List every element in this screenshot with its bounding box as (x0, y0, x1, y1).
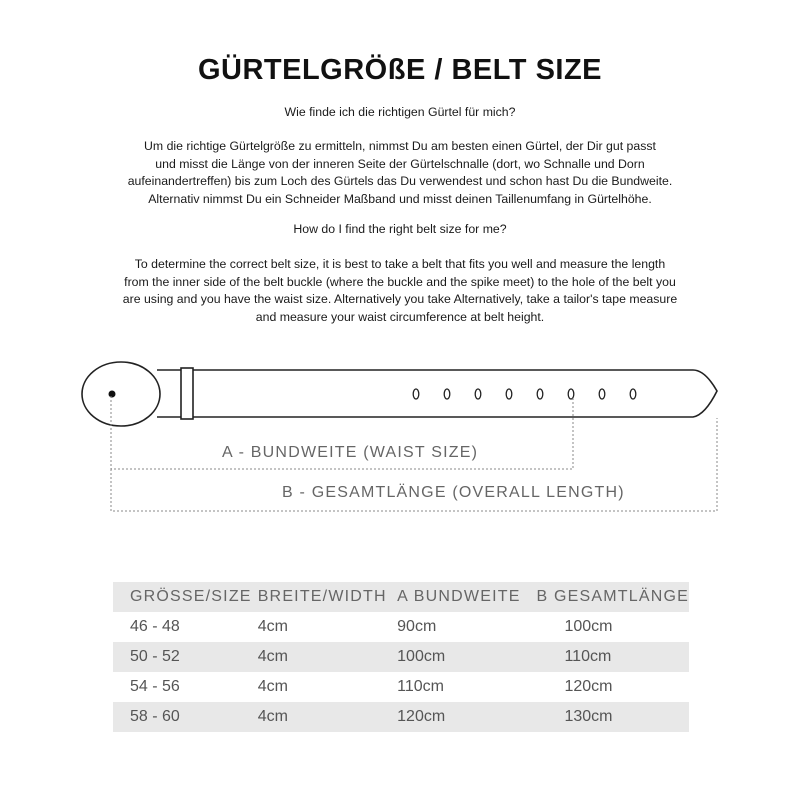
cell-width: 4cm (257, 678, 288, 695)
cell-size: 54 - 56 (130, 678, 180, 695)
cell-size: 50 - 52 (113, 642, 258, 672)
belt-hole (413, 389, 419, 399)
table-row (113, 672, 689, 702)
belt-holes (413, 389, 636, 399)
waist-size-label: A - BUNDWEITE (WAIST SIZE) (222, 444, 479, 461)
buckle-frame (82, 362, 160, 426)
paragraph-german-line: Um die richtige Gürtelgröße zu ermitteln, nimmst Du am besten einen Gürtel, der Dir gut passt (144, 139, 656, 153)
cell-size: 58 - 60 (113, 702, 258, 732)
paragraph-english-line: from the inner side of the belt buckle (where the buckle and the spike meet) to the hole of the belt you (124, 274, 676, 289)
belt-hole (630, 389, 636, 399)
paragraph-german-line: und misst die Länge von der inneren Seite der Gürtelschnalle (dort, wo Schnalle und Dorn (155, 156, 645, 171)
cell-width: 4cm (258, 642, 397, 672)
table-row (113, 642, 689, 672)
cell-overall-length: 100cm (564, 618, 613, 635)
page-title: GÜRTELGRÖßE / BELT SIZE (197, 54, 603, 86)
belt-hole (475, 389, 481, 399)
table-row (113, 702, 689, 732)
table-row (113, 612, 689, 642)
header-overall-length: B GESAMTLÄNGE (534, 582, 689, 612)
cell-width: 4cm (257, 618, 288, 635)
belt-hole (506, 389, 512, 399)
paragraph-german-line: Alternativ nimmst Du ein Schneider Maßband und misst deinen Taillenumfang in Gürtelhöhe. (148, 191, 652, 206)
paragraph-english-line: and measure your waist circumference at belt height. (255, 309, 545, 324)
paragraph-english (60, 256, 740, 326)
question-german-text: Wie finde ich die richtigen Gürtel für mich? (284, 105, 516, 119)
question-english-text: How do I find the right belt size for me? (293, 222, 507, 236)
belt-hole (537, 389, 543, 399)
paragraph-german-line: aufeinandertreffen) bis zum Loch des Gürtels das Du verwendest und schon hast Du die Bundweite. (127, 174, 673, 189)
header-size: GRÖSSE/SIZE (113, 582, 258, 612)
belt-keeper (181, 368, 193, 419)
belt-hole (444, 389, 450, 399)
cell-overall-length: 110cm (534, 642, 689, 672)
header-width: BREITE/WIDTH (258, 582, 397, 612)
paragraph-english-line: To determine the correct belt size, it is best to take a belt that fits you well and measure the length (134, 257, 666, 271)
question-english (60, 221, 740, 239)
size-table (113, 582, 689, 732)
question-german (60, 104, 740, 122)
belt-hole (599, 389, 605, 399)
overall-length-label: B - GESAMTLÄNGE (OVERALL LENGTH) (282, 484, 625, 501)
buckle-pin (109, 391, 116, 398)
cell-overall-length: 120cm (564, 678, 613, 695)
belt-hole (568, 389, 574, 399)
cell-width: 4cm (258, 702, 397, 732)
cell-waist-size: 100cm (397, 642, 534, 672)
cell-waist-size: 90cm (397, 618, 437, 635)
table-header-row (113, 582, 689, 612)
cell-overall-length: 130cm (534, 702, 689, 732)
cell-size: 46 - 48 (130, 618, 180, 635)
belt-strap (157, 370, 717, 417)
paragraph-english-line: are using and you have the waist size. Alternatively you take Alternatively, take a tailor's tape measure (122, 292, 678, 307)
cell-waist-size: 110cm (397, 678, 444, 695)
paragraph-german (60, 138, 740, 208)
header-waist-size: A BUNDWEITE (397, 582, 534, 612)
cell-waist-size: 120cm (397, 702, 534, 732)
